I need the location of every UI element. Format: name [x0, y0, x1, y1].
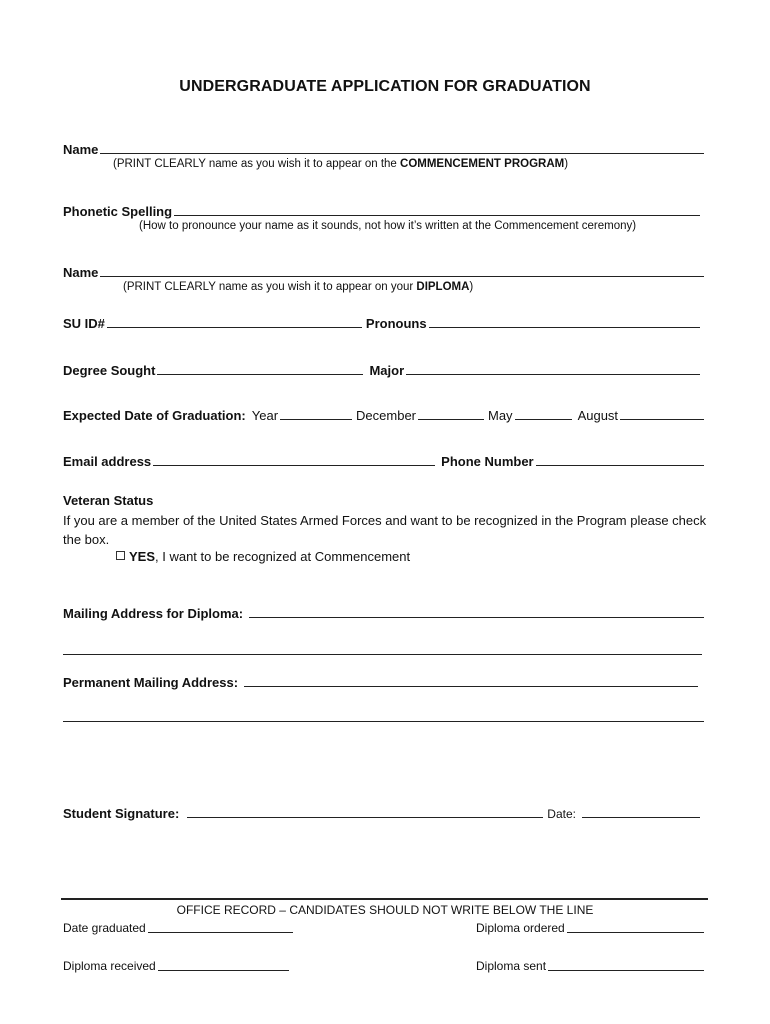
- phonetic-note: (How to pronounce your name as it sounds, not how it’s written at the Commencement ceremony): [139, 220, 637, 232]
- signature-date-label: Date:: [547, 807, 576, 821]
- office-heading: OFFICE RECORD – CANDIDATES SHOULD NOT WRITE BELOW THE LINE: [176, 903, 594, 917]
- email-field[interactable]: [153, 464, 435, 466]
- may-label: May: [488, 408, 513, 423]
- contact-row: [63, 451, 706, 469]
- year-label: Year: [251, 408, 279, 423]
- name-diploma-row: [63, 262, 706, 280]
- phone-label: Phone Number: [441, 454, 534, 469]
- diploma-received-label: Diploma received: [63, 959, 156, 973]
- may-field[interactable]: [515, 418, 572, 420]
- december-field[interactable]: [418, 418, 484, 420]
- phonetic-row: [63, 201, 706, 219]
- veteran-heading: Veteran Status: [63, 493, 154, 508]
- diploma-sent-field[interactable]: [548, 969, 704, 971]
- signature-label: Student Signature:: [63, 806, 180, 821]
- date-graduated-row: [63, 921, 295, 935]
- permanent-row: [63, 672, 706, 690]
- name-diploma-label: Name: [63, 265, 99, 280]
- phonetic-label: Phonetic Spelling: [63, 204, 173, 219]
- name-program-field[interactable]: [100, 152, 704, 154]
- signature-date-field[interactable]: [582, 816, 700, 818]
- permanent-field[interactable]: [244, 685, 698, 687]
- name-label: Name: [63, 142, 99, 157]
- phonetic-field[interactable]: [174, 214, 700, 216]
- veteran-text: If you are a member of the United States Armed Forces and want to be recognized in the Program please check the box.: [63, 513, 707, 547]
- name-diploma-field[interactable]: [100, 275, 704, 277]
- name-program-row: [63, 139, 706, 157]
- december-label: December: [356, 408, 416, 423]
- degree-field[interactable]: [157, 373, 363, 375]
- diploma-ordered-field[interactable]: [567, 931, 704, 933]
- veteran-yes-option[interactable]: YES, I want to be recognized at Commencement: [116, 549, 410, 564]
- office-divider: [61, 898, 708, 900]
- permanent-field-line2[interactable]: [63, 721, 704, 722]
- veteran-checkbox[interactable]: [116, 551, 125, 560]
- diploma-ordered-label: Diploma ordered: [476, 921, 565, 935]
- graduation-row: [63, 405, 706, 423]
- year-field[interactable]: [280, 418, 352, 420]
- signature-field[interactable]: [187, 816, 543, 818]
- diploma-sent-row: [476, 959, 706, 973]
- mailing-label: Mailing Address for Diploma:: [63, 606, 244, 621]
- date-graduated-label: Date graduated: [63, 921, 146, 935]
- august-label: August: [577, 408, 619, 423]
- graduation-label: Expected Date of Graduation:: [63, 408, 246, 423]
- mailing-row: [63, 603, 706, 621]
- name-diploma-note: (PRINT CLEARLY name as you wish it to appear on your DIPLOMA): [123, 281, 474, 293]
- phone-field[interactable]: [536, 464, 704, 466]
- degree-label: Degree Sought: [63, 363, 156, 378]
- signature-row: [63, 803, 706, 821]
- permanent-label: Permanent Mailing Address:: [63, 675, 239, 690]
- suid-field[interactable]: [107, 326, 362, 328]
- suid-row: [63, 313, 706, 331]
- mailing-field-line2[interactable]: [63, 654, 702, 655]
- diploma-received-row: [63, 959, 291, 973]
- august-field[interactable]: [620, 418, 704, 420]
- diploma-received-field[interactable]: [158, 969, 289, 971]
- pronouns-field[interactable]: [429, 326, 700, 328]
- major-field[interactable]: [406, 373, 700, 375]
- date-graduated-field[interactable]: [148, 931, 293, 933]
- major-label: Major: [369, 363, 405, 378]
- degree-row: [63, 360, 706, 378]
- email-label: Email address: [63, 454, 152, 469]
- diploma-ordered-row: [476, 921, 706, 935]
- suid-label: SU ID#: [63, 316, 105, 331]
- name-program-note: (PRINT CLEARLY name as you wish it to appear on the COMMENCEMENT PROGRAM): [113, 158, 569, 170]
- diploma-sent-label: Diploma sent: [476, 959, 547, 973]
- mailing-field[interactable]: [249, 616, 704, 618]
- pronouns-label: Pronouns: [365, 316, 427, 331]
- form-title: UNDERGRADUATE APPLICATION FOR GRADUATION: [179, 78, 591, 95]
